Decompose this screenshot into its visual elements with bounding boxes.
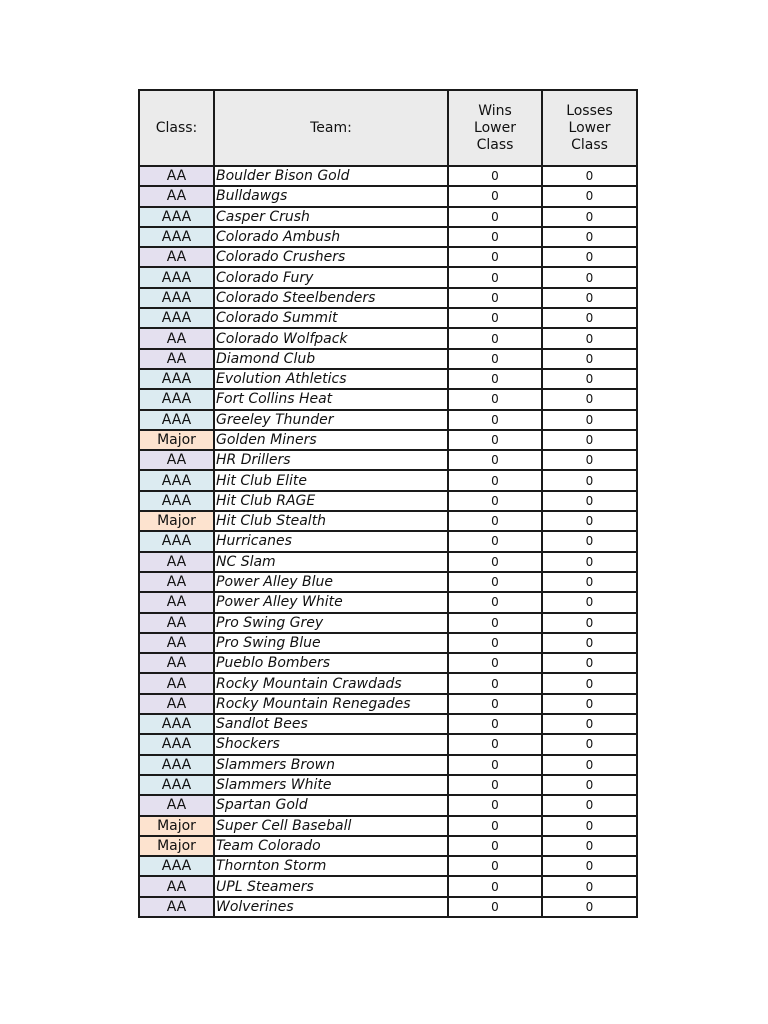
class-cell: AAA [139,714,214,734]
class-cell: AA [139,572,214,592]
table-row [139,247,637,267]
wins-lower-class-cell: 0 [448,714,542,734]
header-losses-lower-class: Losses Lower Class [542,90,637,166]
table-header [139,90,637,166]
team-name-cell: Slammers Brown [214,755,448,775]
wins-lower-class-cell: 0 [448,470,542,490]
class-cell: AAA [139,470,214,490]
table-row [139,653,637,673]
table-row [139,613,637,633]
header-wins-lower-class: Wins Lower Class [448,90,542,166]
team-name-cell: Rocky Mountain Renegades [214,694,448,714]
team-name-cell: Colorado Fury [214,267,448,287]
table-row [139,775,637,795]
team-name-cell: Pro Swing Blue [214,633,448,653]
class-cell: AAA [139,734,214,754]
wins-lower-class-cell: 0 [448,633,542,653]
wins-lower-class-cell: 0 [448,755,542,775]
team-name-cell: Golden Miners [214,430,448,450]
wins-lower-class-cell: 0 [448,613,542,633]
table-row [139,227,637,247]
table-row [139,795,637,815]
team-name-cell: Pueblo Bombers [214,653,448,673]
class-cell: AA [139,247,214,267]
losses-lower-class-cell: 0 [542,349,637,369]
table-row [139,328,637,348]
class-cell: AAA [139,369,214,389]
team-name-cell: UPL Steamers [214,876,448,896]
losses-lower-class-cell: 0 [542,410,637,430]
wins-lower-class-cell: 0 [448,288,542,308]
header-team: Team: [214,90,448,166]
table-row [139,207,637,227]
class-cell: AA [139,328,214,348]
table-row [139,369,637,389]
losses-lower-class-cell: 0 [542,755,637,775]
table-row [139,734,637,754]
team-name-cell: Evolution Athletics [214,369,448,389]
table-row [139,633,637,653]
losses-lower-class-cell: 0 [542,450,637,470]
table-row [139,166,637,186]
team-name-cell: NC Slam [214,552,448,572]
wins-lower-class-cell: 0 [448,389,542,409]
losses-lower-class-cell: 0 [542,227,637,247]
class-cell: AAA [139,755,214,775]
team-name-cell: Bulldawgs [214,186,448,206]
class-cell: Major [139,511,214,531]
wins-lower-class-cell: 0 [448,166,542,186]
wins-lower-class-cell: 0 [448,227,542,247]
table-row [139,450,637,470]
table-row [139,430,637,450]
wins-lower-class-cell: 0 [448,207,542,227]
team-name-cell: Colorado Ambush [214,227,448,247]
team-name-cell: Thornton Storm [214,856,448,876]
losses-lower-class-cell: 0 [542,897,637,917]
wins-lower-class-cell: 0 [448,572,542,592]
class-cell: AAA [139,775,214,795]
losses-lower-class-cell: 0 [542,430,637,450]
team-name-cell: Casper Crush [214,207,448,227]
header-class: Class: [139,90,214,166]
losses-lower-class-cell: 0 [542,876,637,896]
team-name-cell: HR Drillers [214,450,448,470]
table-row [139,673,637,693]
losses-lower-class-cell: 0 [542,613,637,633]
wins-lower-class-cell: 0 [448,450,542,470]
losses-lower-class-cell: 0 [542,795,637,815]
table-row [139,267,637,287]
table-row [139,308,637,328]
class-cell: AA [139,613,214,633]
table-row [139,470,637,490]
table-row [139,876,637,896]
losses-lower-class-cell: 0 [542,592,637,612]
class-cell: Major [139,816,214,836]
class-cell: AA [139,592,214,612]
wins-lower-class-cell: 0 [448,856,542,876]
losses-lower-class-cell: 0 [542,531,637,551]
class-cell: AA [139,653,214,673]
table-row [139,288,637,308]
class-cell: AAA [139,207,214,227]
losses-lower-class-cell: 0 [542,186,637,206]
table-row [139,531,637,551]
losses-lower-class-cell: 0 [542,653,637,673]
team-name-cell: Boulder Bison Gold [214,166,448,186]
losses-lower-class-cell: 0 [542,207,637,227]
class-cell: AAA [139,491,214,511]
table-row [139,694,637,714]
team-name-cell: Hurricanes [214,531,448,551]
losses-lower-class-cell: 0 [542,734,637,754]
wins-lower-class-cell: 0 [448,876,542,896]
losses-lower-class-cell: 0 [542,673,637,693]
team-name-cell: Power Alley White [214,592,448,612]
class-cell: AA [139,694,214,714]
losses-lower-class-cell: 0 [542,389,637,409]
losses-lower-class-cell: 0 [542,369,637,389]
table-row [139,186,637,206]
class-cell: AA [139,633,214,653]
table-row [139,816,637,836]
class-cell: AA [139,897,214,917]
table-row [139,572,637,592]
wins-lower-class-cell: 0 [448,430,542,450]
wins-lower-class-cell: 0 [448,349,542,369]
wins-lower-class-cell: 0 [448,734,542,754]
table-row [139,856,637,876]
team-name-cell: Power Alley Blue [214,572,448,592]
class-cell: AAA [139,267,214,287]
table-body [139,166,637,917]
team-name-cell: Diamond Club [214,349,448,369]
wins-lower-class-cell: 0 [448,694,542,714]
losses-lower-class-cell: 0 [542,714,637,734]
wins-lower-class-cell: 0 [448,775,542,795]
wins-lower-class-cell: 0 [448,186,542,206]
losses-lower-class-cell: 0 [542,308,637,328]
team-name-cell: Shockers [214,734,448,754]
team-name-cell: Wolverines [214,897,448,917]
team-name-cell: Team Colorado [214,836,448,856]
class-cell: AAA [139,288,214,308]
losses-lower-class-cell: 0 [542,288,637,308]
wins-lower-class-cell: 0 [448,369,542,389]
team-name-cell: Fort Collins Heat [214,389,448,409]
wins-lower-class-cell: 0 [448,592,542,612]
team-name-cell: Colorado Summit [214,308,448,328]
class-cell: Major [139,836,214,856]
wins-lower-class-cell: 0 [448,511,542,531]
wins-lower-class-cell: 0 [448,897,542,917]
team-name-cell: Hit Club Stealth [214,511,448,531]
class-cell: AA [139,795,214,815]
class-cell: AA [139,186,214,206]
wins-lower-class-cell: 0 [448,491,542,511]
team-name-cell: Hit Club Elite [214,470,448,490]
class-cell: AA [139,876,214,896]
losses-lower-class-cell: 0 [542,328,637,348]
team-name-cell: Rocky Mountain Crawdads [214,673,448,693]
table-row [139,410,637,430]
losses-lower-class-cell: 0 [542,511,637,531]
team-name-cell: Colorado Crushers [214,247,448,267]
class-cell: AAA [139,410,214,430]
class-cell: AAA [139,308,214,328]
wins-lower-class-cell: 0 [448,816,542,836]
wins-lower-class-cell: 0 [448,247,542,267]
table-row [139,511,637,531]
team-name-cell: Colorado Wolfpack [214,328,448,348]
wins-lower-class-cell: 0 [448,653,542,673]
table-row [139,389,637,409]
wins-lower-class-cell: 0 [448,673,542,693]
class-cell: AAA [139,227,214,247]
table-row [139,755,637,775]
team-name-cell: Pro Swing Grey [214,613,448,633]
team-name-cell: Hit Club RAGE [214,491,448,511]
team-name-cell: Super Cell Baseball [214,816,448,836]
losses-lower-class-cell: 0 [542,775,637,795]
table-row [139,349,637,369]
wins-lower-class-cell: 0 [448,328,542,348]
class-cell: AA [139,450,214,470]
team-name-cell: Greeley Thunder [214,410,448,430]
wins-lower-class-cell: 0 [448,552,542,572]
table-row [139,714,637,734]
class-cell: AA [139,166,214,186]
wins-lower-class-cell: 0 [448,267,542,287]
losses-lower-class-cell: 0 [542,267,637,287]
losses-lower-class-cell: 0 [542,572,637,592]
class-cell: AA [139,552,214,572]
class-cell: AA [139,673,214,693]
wins-lower-class-cell: 0 [448,836,542,856]
table-row [139,552,637,572]
table-row [139,897,637,917]
standings-table [138,89,638,918]
class-cell: AAA [139,389,214,409]
table-row [139,491,637,511]
losses-lower-class-cell: 0 [542,166,637,186]
losses-lower-class-cell: 0 [542,491,637,511]
wins-lower-class-cell: 0 [448,531,542,551]
losses-lower-class-cell: 0 [542,633,637,653]
wins-lower-class-cell: 0 [448,410,542,430]
losses-lower-class-cell: 0 [542,836,637,856]
class-cell: Major [139,430,214,450]
losses-lower-class-cell: 0 [542,816,637,836]
class-cell: AAA [139,856,214,876]
team-name-cell: Sandlot Bees [214,714,448,734]
class-cell: AA [139,349,214,369]
team-name-cell: Slammers White [214,775,448,795]
class-cell: AAA [139,531,214,551]
team-name-cell: Spartan Gold [214,795,448,815]
table-row [139,836,637,856]
losses-lower-class-cell: 0 [542,247,637,267]
team-name-cell: Colorado Steelbenders [214,288,448,308]
wins-lower-class-cell: 0 [448,795,542,815]
losses-lower-class-cell: 0 [542,552,637,572]
losses-lower-class-cell: 0 [542,856,637,876]
header-row [139,90,637,166]
losses-lower-class-cell: 0 [542,470,637,490]
table-row [139,592,637,612]
losses-lower-class-cell: 0 [542,694,637,714]
wins-lower-class-cell: 0 [448,308,542,328]
